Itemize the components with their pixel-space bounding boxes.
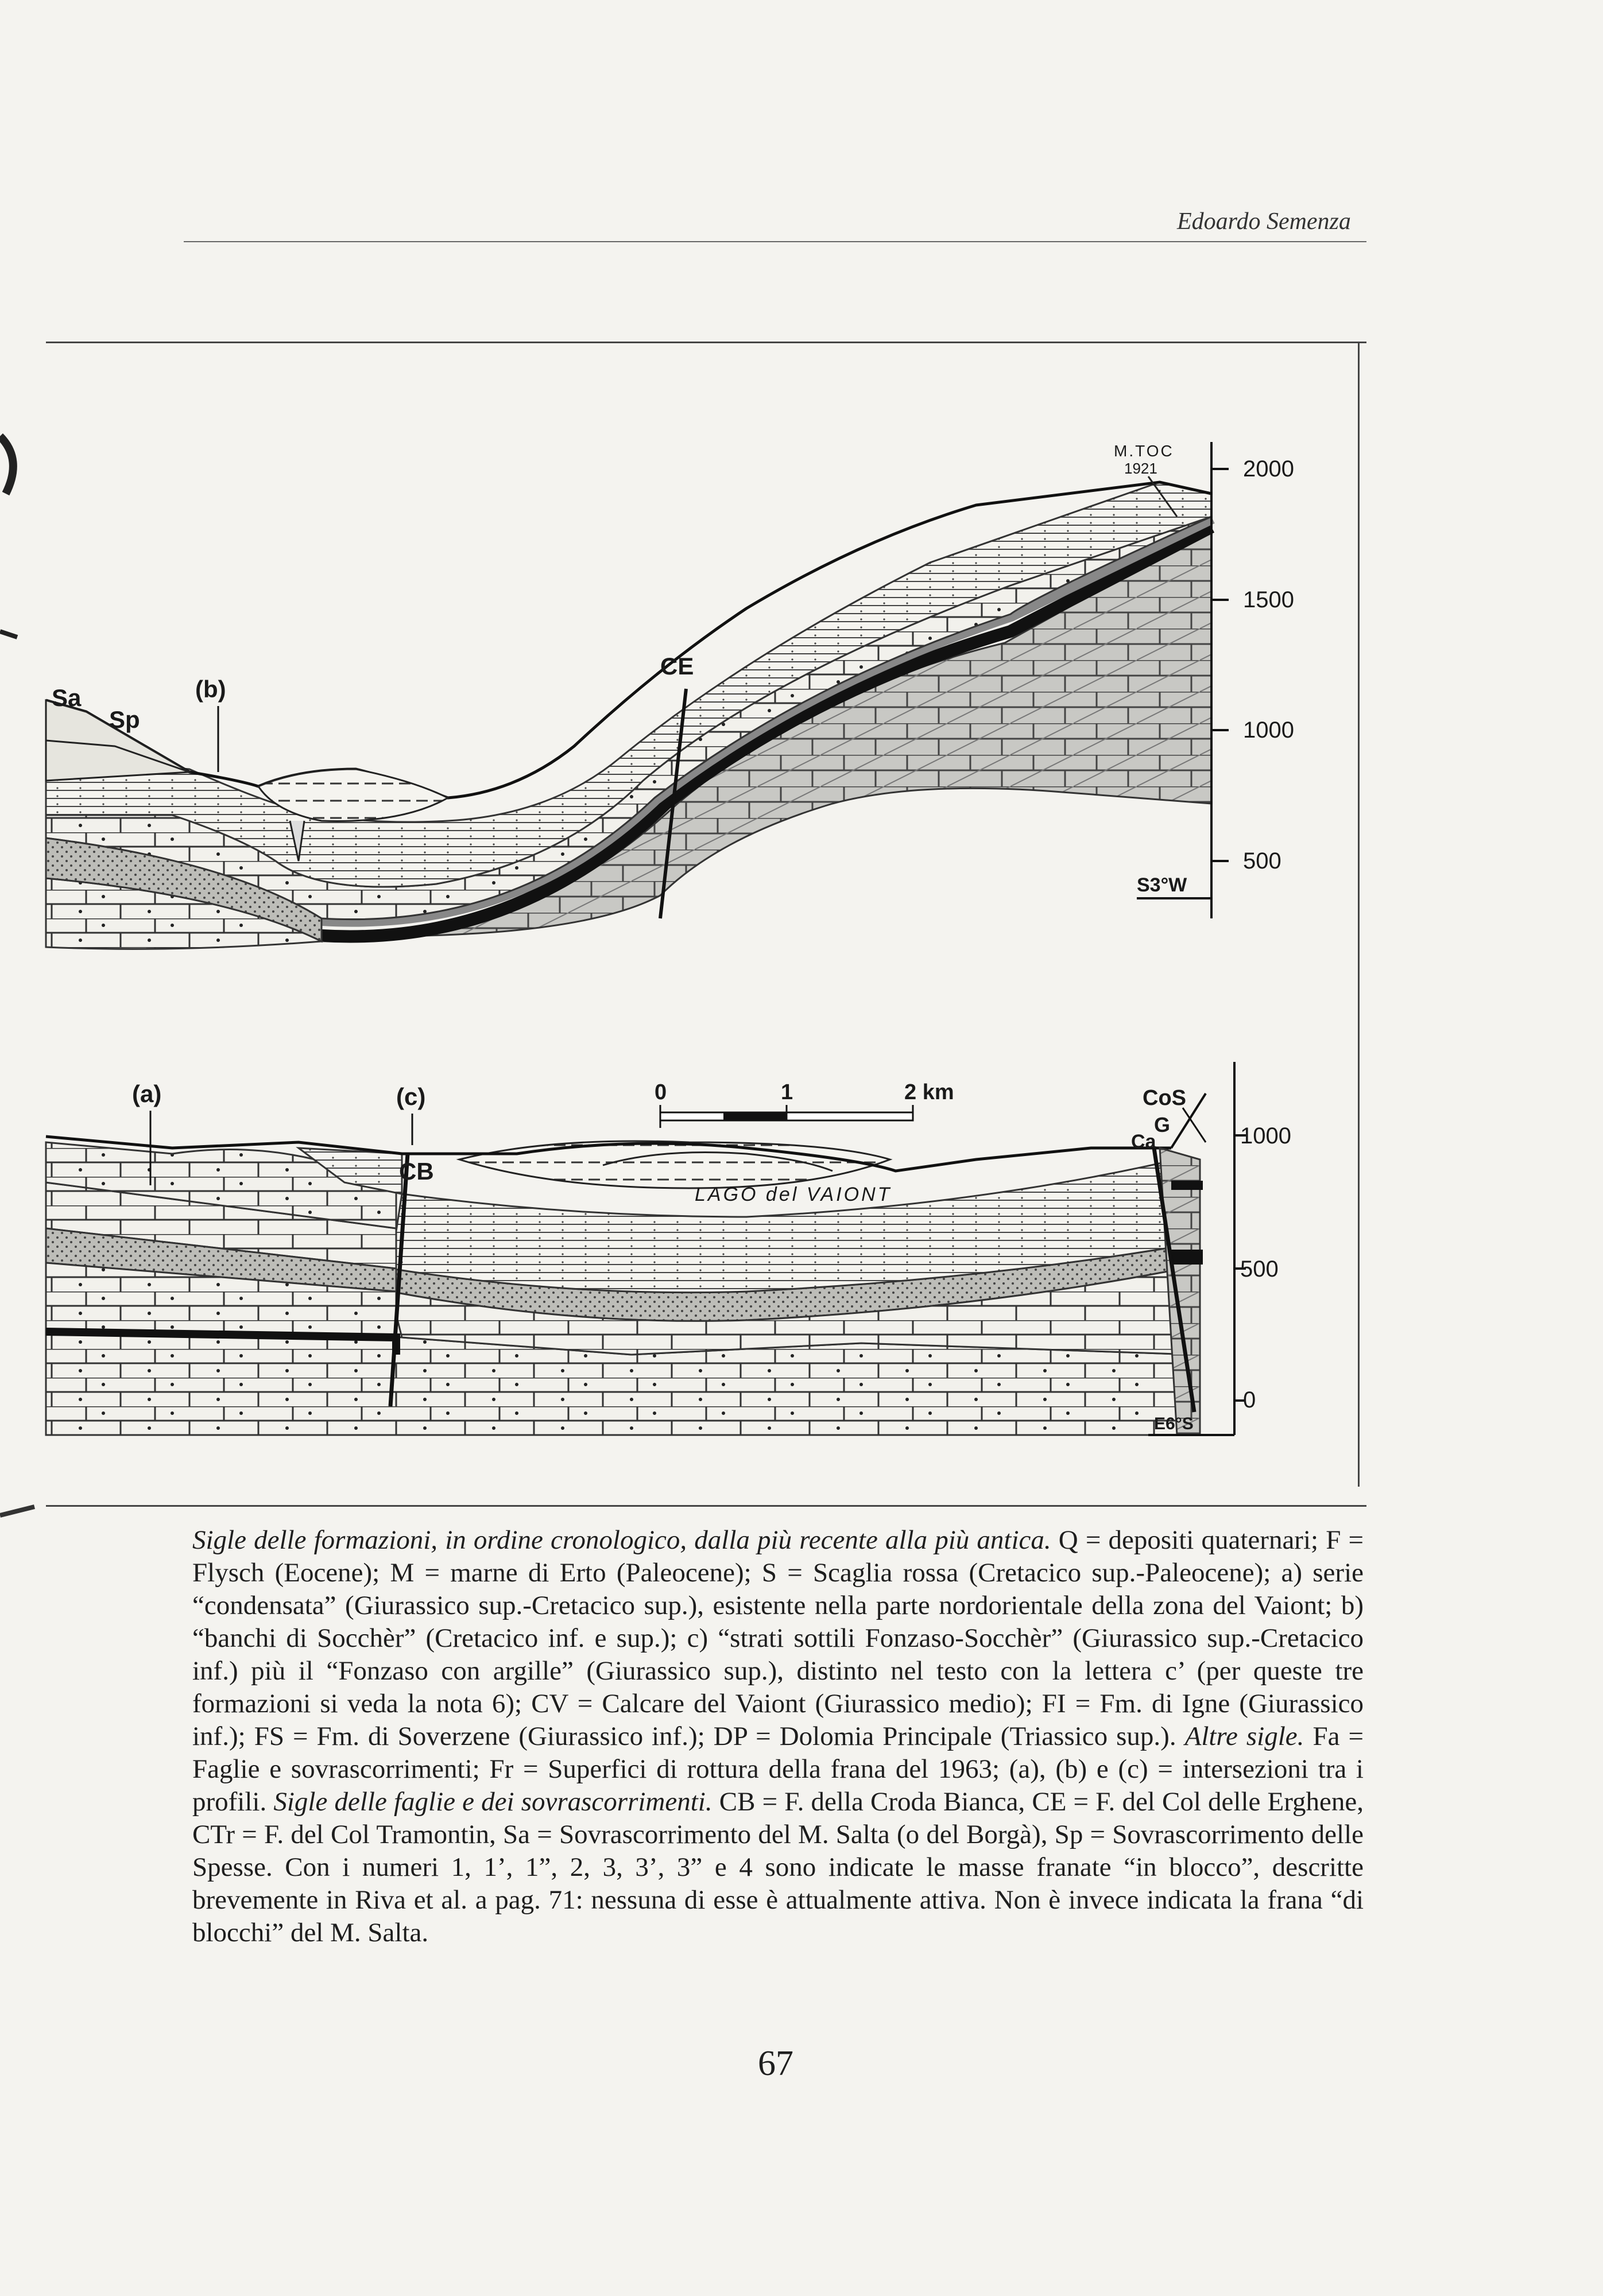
caption-other: Fa = Faglie e sovrascorrimenti; Fr = Superfici di rottura della frana del 1963; (a), (b) e (c) = intersezioni tra i profili.	[192, 1721, 1364, 1817]
upper-section	[46, 442, 1294, 949]
label-b: (b)	[195, 676, 226, 703]
label-ca: Ca	[1131, 1131, 1156, 1153]
upper-orientation: S3°W	[1137, 874, 1187, 896]
figure-bottom-rule	[46, 1505, 1366, 1507]
label-cos: CoS	[1143, 1086, 1186, 1110]
caption-faults: CB = F. della Croda Bianca, CE = F. del Col delle Erghene, CTr = F. del Col Tramontin, Sa = Sovrascorrimento del M. Salta (o del Borgà), Sp = Sovrascorrimento delle Spesse. Con i numeri 1, 1’, 1”, 2, 3, 3’, 3” e 4 sono indicate le masse franate “in blocco”, descritte brevemente in Riva et al. a pag. 71: nessuna di esse è attualmente attiva. Non è invece indicata la frana “di blocchi” del M. Salta.	[192, 1787, 1364, 1948]
caption-lead: Sigle delle formazioni, in ordine cronologico, dalla più recente alla più antica.	[192, 1525, 1051, 1555]
lower-tick-500: 500	[1240, 1256, 1279, 1282]
label-sa: Sa	[52, 684, 82, 711]
upper-tick-2000: 2000	[1243, 456, 1294, 482]
caption-formations: Q = depositi quaternari; F = Flysch (Eocene); M = marne di Erto (Paleocene); S = Scaglia rossa (Cretacico sup.-Paleocene); a) serie “condensata” (Giurassico sup.-Cretacico sup.), esistente nella parte nordorientale della zona del Vaiont; b) “banchi di Socchèr” (Cretacico inf. e sup.); c) “strati sottili Fonzaso-Socchèr” (Giurassico sup.-Cretacico inf.) più il “Fonzaso con argille” (Giurassico sup.), distinto nel testo con la lettera c’ (per queste tre formazioni si veda la nota 6); CV = Calcare del Vaiont (Giurassico medio); FI = Fm. di Igne (Giurassico inf.); FS = Fm. di Soverzene (Giurassico inf.); DP = Dolomia Principale (Triassico sup.).	[192, 1525, 1364, 1751]
running-head: Edoardo Semenza	[1177, 208, 1351, 235]
geological-cross-sections	[0, 344, 1360, 1487]
figure-top-rule	[46, 342, 1366, 343]
lower-orientation: E6°S	[1154, 1414, 1194, 1433]
upper-tick-1500: 1500	[1243, 587, 1294, 612]
scale-bar	[655, 1080, 954, 1128]
label-c: (c)	[396, 1083, 426, 1110]
label-ce: CE	[660, 653, 694, 680]
label-cb: CB	[399, 1158, 434, 1185]
upper-tick-500: 500	[1243, 848, 1281, 874]
label-g: G	[1154, 1113, 1171, 1137]
page-number: 67	[758, 2044, 793, 2083]
lake-label: LAGO del VAIONT	[695, 1184, 892, 1205]
scale-tick-2: 2 km	[904, 1080, 954, 1104]
scale-tick-0: 0	[655, 1080, 667, 1104]
label-a: (a)	[132, 1080, 162, 1107]
upper-tick-1000: 1000	[1243, 718, 1294, 743]
summit-label: M.TOC	[1114, 442, 1174, 460]
summit-elevation: 1921	[1124, 460, 1157, 477]
lower-tick-1000: 1000	[1240, 1123, 1291, 1149]
label-sp: Sp	[109, 706, 140, 733]
header-rule	[184, 241, 1366, 242]
caption-other-lead: Altre sigle.	[1184, 1721, 1304, 1751]
lower-tick-0: 0	[1243, 1387, 1256, 1413]
caption-faults-lead: Sigle delle faglie e dei sovrascorrimenti.	[273, 1787, 713, 1817]
figure-caption	[192, 1524, 1364, 1949]
scale-tick-1: 1	[781, 1080, 793, 1104]
